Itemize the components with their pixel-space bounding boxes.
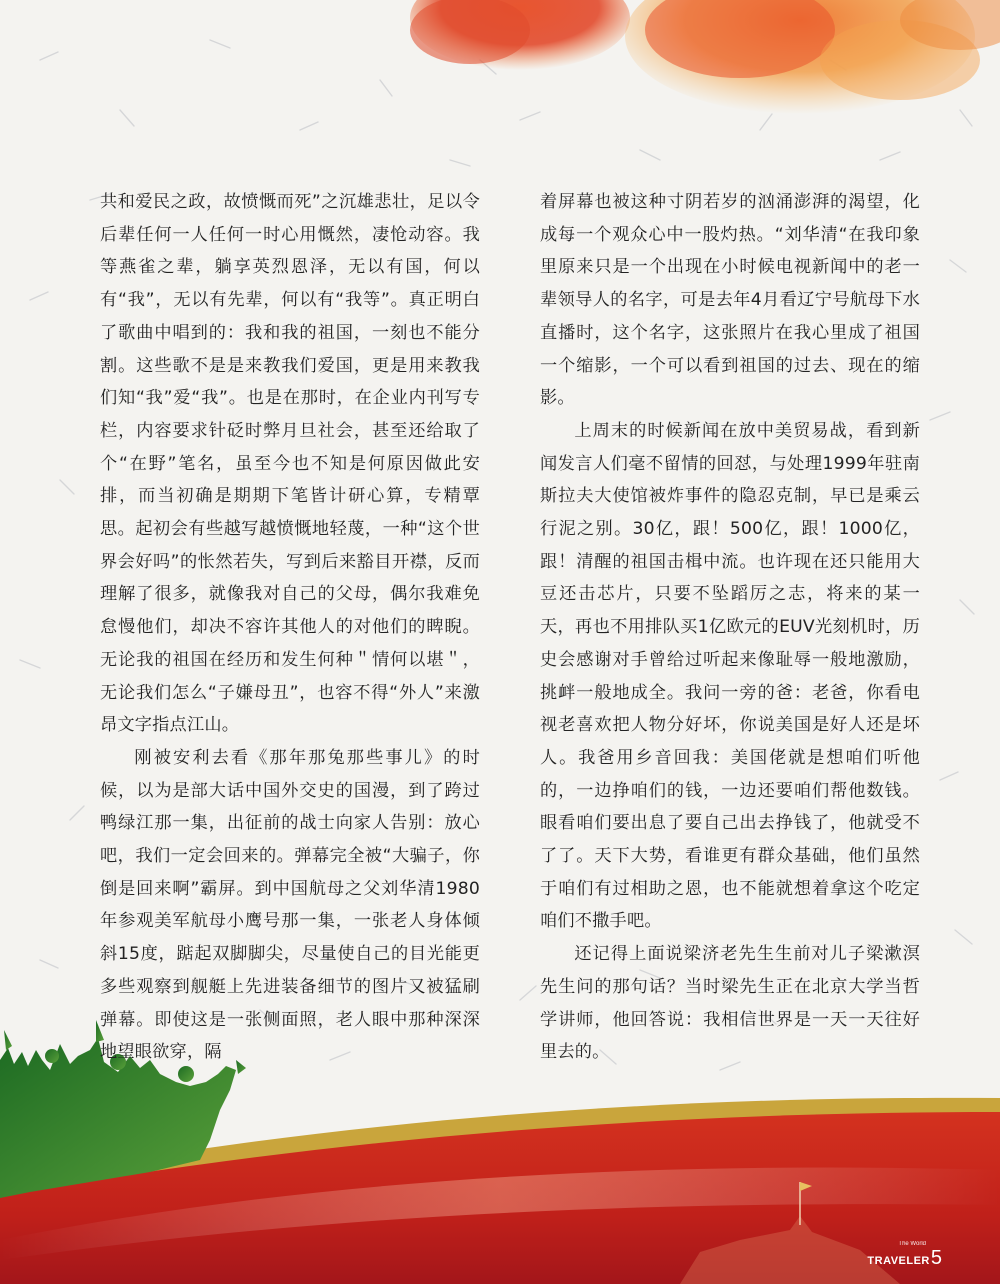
magazine-name: TRAVELER (867, 1255, 930, 1267)
right-text-column (540, 186, 920, 1069)
paragraph: 还记得上面说梁济老先生生前对儿子梁漱溟先生问的那句话？当时梁先生正在北京大学当哲学讲师，他回答说：我相信世界是一天一天往好里去的。 (540, 944, 920, 1063)
page-footer (867, 1241, 942, 1270)
paragraph: 上周末的时候新闻在放中美贸易战，看到新闻发言人们毫不留情的回怼，与处理1999年驻南斯拉夫大使馆被炸事件的隐忍克制，早已是乘云行泥之别。30亿，跟！500亿，跟！1000亿，跟！清醒的祖国击楫中流。也许现在还只能用大豆还击芯片，只要不坠蹈厉之志，将来的某一天，再也不用排队买1亿欧元的EUV光刻机时，历史会感谢对手曾给过听起来像耻辱一般地激励，挑衅一般地成全。我问一旁的爸：老爸，你看电视老喜欢把人物分好坏，你说美国是好人还是坏人。我爸用乡音回我：美国佬就是想咱们听他的，一边挣咱们的钱，一边还要咱们帮他数钱。眼看咱们要出息了要自己出去挣钱了，他就受不了了。天下大势，看谁更有群众基础，他们虽然于咱们有过相助之恩，也不能就想着拿这个吃定咱们不撒手吧。 (540, 420, 920, 932)
watercolor-splash (410, 0, 1000, 114)
left-text-column (100, 186, 480, 1069)
paragraph: 共和爱民之政，故愤慨而死”之沉雄悲壮，足以令后辈任何一人任何一时心用慨然，凄怆动容。我等燕雀之辈，躺享英烈恩泽，无以有国，何以有“我”，无以有先辈，何以有“我等”。真正明白了歌曲中唱到的：我和我的祖国，一刻也不能分割。这些歌不是是来教我们爱国，更是用来教我们知“我”爱“我”。也是在那时，在企业内刊写专栏，内容要求针砭时弊月旦社会，甚至还给取了个“在野”笔名，虽至今也不知是何原因做此安排，而当初确是期期下笔皆计研心算，专精覃思。起初会有些越写越愤慨地轻蔑，一种“这个世界会好吗”的怅然若失，写到后来豁目开襟，反而理解了很多，就像我对自己的父母，偶尔我难免怠慢他们，却决不容许其他人的对他们的睥睨。无论我的祖国在经历和发生何种＂情何以堪＂，无论我们怎么“子嫌母丑”，也容不得“外人”来激昂文字指点江山。 (100, 192, 480, 736)
paragraph: 刚被安利去看《那年那兔那些事儿》的时候，以为是部大话中国外交史的国漫，到了跨过鸭绿江那一集，出征前的战士向家人告别：放心吧，我们一定会回来的。弹幕完全被“大骗子，你倒是回来啊”霸屏。到中国航母之父刘华清1980年参观美军航母小鹰号那一集，一张老人身体倾斜15度，踮起双脚脚尖，尽量使自己的目光能更多些观察到舰艇上先进装备细节的图片又被猛刷弹幕。即使这是一张侧面照，老人眼中那种深深地望眼欲穿，隔 (100, 747, 480, 1063)
page-number: 5 (930, 1247, 942, 1269)
paragraph: 着屏幕也被这种寸阴若岁的汹涌澎湃的渴望，化成每一个观众心中一股灼热。“刘华清“在我印象里原来只是一个出现在小时候电视新闻中的老一辈领导人的名字，可是去年4月看辽宁号航母下水直播时，这个名字，这张照片在我心里成了祖国一个缩影，一个可以看到祖国的过去、现在的缩影。 (540, 192, 920, 409)
magazine-tagline: The World (898, 1241, 926, 1247)
